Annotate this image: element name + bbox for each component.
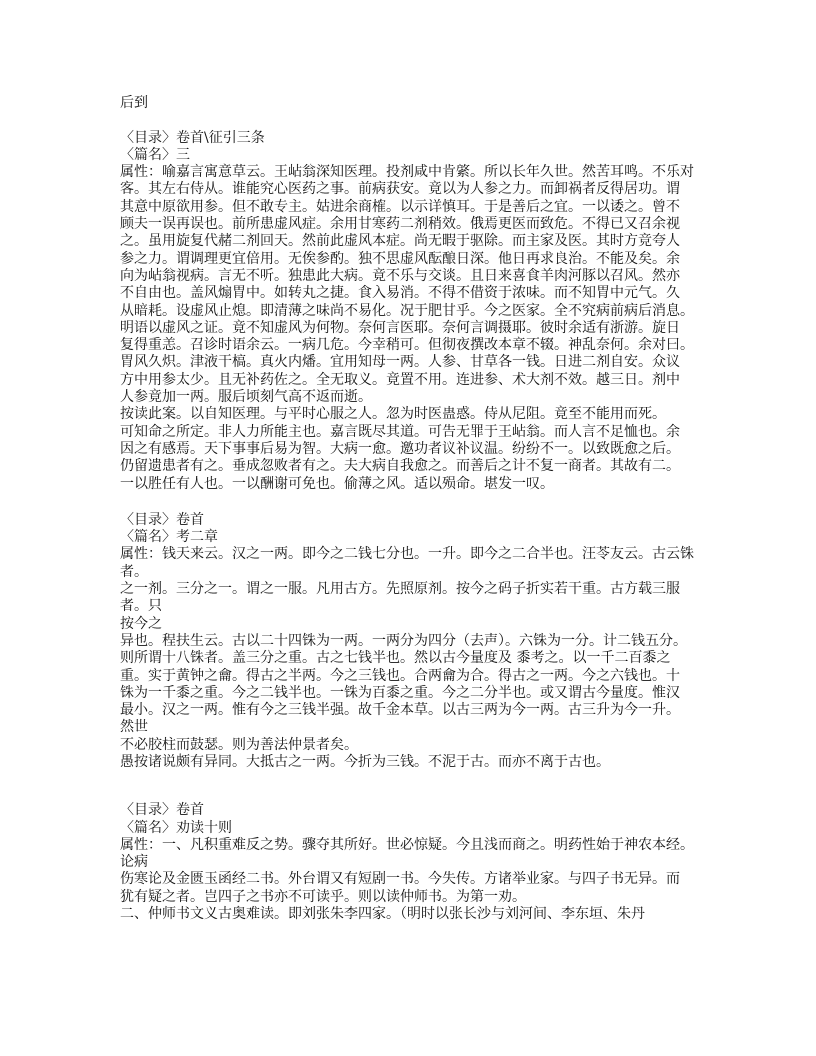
text-line: 胃风久炽。津液干槁。真火内燔。宜用知母一两。人参、甘草各一钱。日进二剂自安。众议 — [120, 354, 680, 371]
text-line: 者。只 — [120, 598, 162, 615]
text-line: 则所谓十八铢者。盖三分之重。古之七钱半也。然以古今量度及 黍考之。以一千二百黍之 — [120, 650, 671, 667]
chapter-title: 〈篇名〉三 — [120, 146, 190, 163]
chapter-title: 〈篇名〉劝读十则 — [120, 819, 232, 836]
text-line: 最小。汉之一两。惟有今之三钱半强。故千金本草。以古三两为今一两。古三升为今一升。 — [120, 702, 680, 719]
text-line: 复得重恙。召诊时语余云。一病几危。今幸稍可。但彻夜撰改本章不辍。神乱奈何。余对曰。 — [120, 337, 694, 354]
text-line: 其意中原欲用参。但不敢专主。姑进余商榷。以示详慎耳。于是善后之宜。一以诿之。曾不 — [120, 198, 680, 215]
text-line: 之。虽用旋复代赭二剂回天。然前此虚风本症。尚无暇于驱除。而主家及医。其时方竞夸人 — [120, 233, 680, 250]
text-line: 异也。程扶生云。古以二十四铢为一两。一两分为四分（去声）。六铢为一分。计二钱五分。 — [120, 632, 687, 649]
text-line: 伤寒论及金匮玉函经二书。外台谓又有短剧一书。今失传。方诸举业家。与四子书无异。而 — [120, 871, 680, 888]
text-line: 属性：喻嘉言寓意草云。王岾翁深知医理。投剂咸中肯綮。所以长年久世。然苦耳鸣。不乐对 — [120, 164, 694, 181]
text-line: 顾夫一误再误也。前所患虚风症。余用甘寒药二剂稍效。俄焉更医而致危。不得已又召余视 — [120, 216, 680, 233]
text-line: 属性：钱天来云。汉之一两。即今之二钱七分也。一升。即今之二合半也。汪苓友云。古云铢 — [120, 546, 694, 563]
section-kao-er-zhang — [120, 512, 710, 771]
text-line: 按读此案。以自知医理。与平时心服之人。忽为时医蛊惑。侍从尼阻。竟至不能用而死。 — [120, 406, 666, 423]
text-line: 铢为一千黍之重。今之二钱半也。一铢为百黍之重。今之二分半也。或又谓古今量度。惟汉 — [120, 684, 680, 701]
catalog-line: 〈目录〉卷首 — [120, 511, 204, 528]
catalog-line: 〈目录〉卷首 — [120, 802, 204, 819]
text-line: 客。其左右侍从。谁能究心医药之事。前病获安。竟以为人参之力。而卸祸者反得居功。谓 — [120, 181, 680, 198]
text-line: 之一剂。三分之一。谓之一服。凡用古方。先照原剂。按今之码子折实若干重。古方载三服 — [120, 581, 680, 598]
text-line: 属性：一、凡积重难反之势。骤夺其所好。世必惊疑。今且浅而商之。明药性始于神农本经。 — [120, 836, 694, 853]
text-line: 然世 — [120, 719, 148, 736]
text-line: 人参竟加一两。服后顷刻气高不返而逝。 — [120, 389, 372, 406]
document-body — [120, 95, 710, 923]
text-line: 可知命之所定。非人力所能主也。嘉言既尽其道。可告无罪于王岾翁。而人言不足恤也。余 — [120, 423, 680, 440]
text-line: 者。 — [120, 563, 148, 580]
text-line: 因之有感焉。天下事事后易为智。大病一愈。邀功者议补议温。纷纷不一。以致既愈之后。 — [120, 440, 680, 457]
text-line: 愚按诸说颇有异同。大抵古之一两。今折为三钱。不泥于古。而亦不离于古也。 — [120, 753, 610, 770]
text-line: 按今之 — [120, 615, 162, 632]
text-line: 向为岾翁视病。言无不听。独患此大病。竟不乐与交谈。且日来喜食羊肉河豚以召风。然亦 — [120, 267, 680, 284]
text-line: 明语以虚风之证。竟不知虚风为何物。奈何言医耶。奈何言调摄耶。彼时余适有浙游。旋日 — [120, 319, 680, 336]
text-line: 不必胶柱而鼓瑟。则为善法仲景者矣。 — [120, 736, 358, 753]
text-line: 仍留遗患者有之。垂成忽败者有之。夫大病自我愈之。而善后之计不复一商者。其故有二。 — [120, 458, 680, 475]
chapter-title: 〈篇名〉考二章 — [120, 529, 218, 546]
text-line: 方中用参太少。且无补药佐之。全无取义。竟置不用。连进参、术大剂不效。越三日。剂中 — [120, 371, 680, 388]
text-line: 一以胜任有人也。一以酬谢可免也。偷薄之风。适以殒命。堪发一叹。 — [120, 475, 554, 492]
text-line: 二、仲师书文义古奥难读。即刘张朱李四家。（明时以张长沙与刘河间、李东垣、朱丹 — [120, 906, 645, 923]
text-line: 从暗耗。设虚风止熄。即清薄之味尚不易化。况于肥甘乎。今之医家。全不究病前病后消息。 — [120, 302, 694, 319]
text-line: 论病 — [120, 854, 148, 871]
text-line: 犹有疑之者。岂四子之书亦不可读乎。则以读仲师书。为第一劝。 — [120, 888, 526, 905]
text-line: 参之力。谓调理更宜倍用。无俟参酌。独不思虚风酝酿日深。他日再求良治。不能及矣。余 — [120, 250, 680, 267]
section-quan-du-shi-ze — [120, 802, 710, 923]
section-zhengyin — [120, 130, 710, 493]
catalog-line: 〈目录〉卷首\征引三条 — [120, 129, 265, 146]
intro-line: 后到 — [120, 95, 148, 111]
text-line: 重。实于黄钟之龠。得古之半两。今之三钱也。合两龠为合。得古之一两。今之六钱也。十 — [120, 667, 680, 684]
text-line: 不自由也。盖风煽胃中。如转丸之捷。食入易消。不得不借资于浓味。而不知胃中元气。久 — [120, 285, 680, 302]
